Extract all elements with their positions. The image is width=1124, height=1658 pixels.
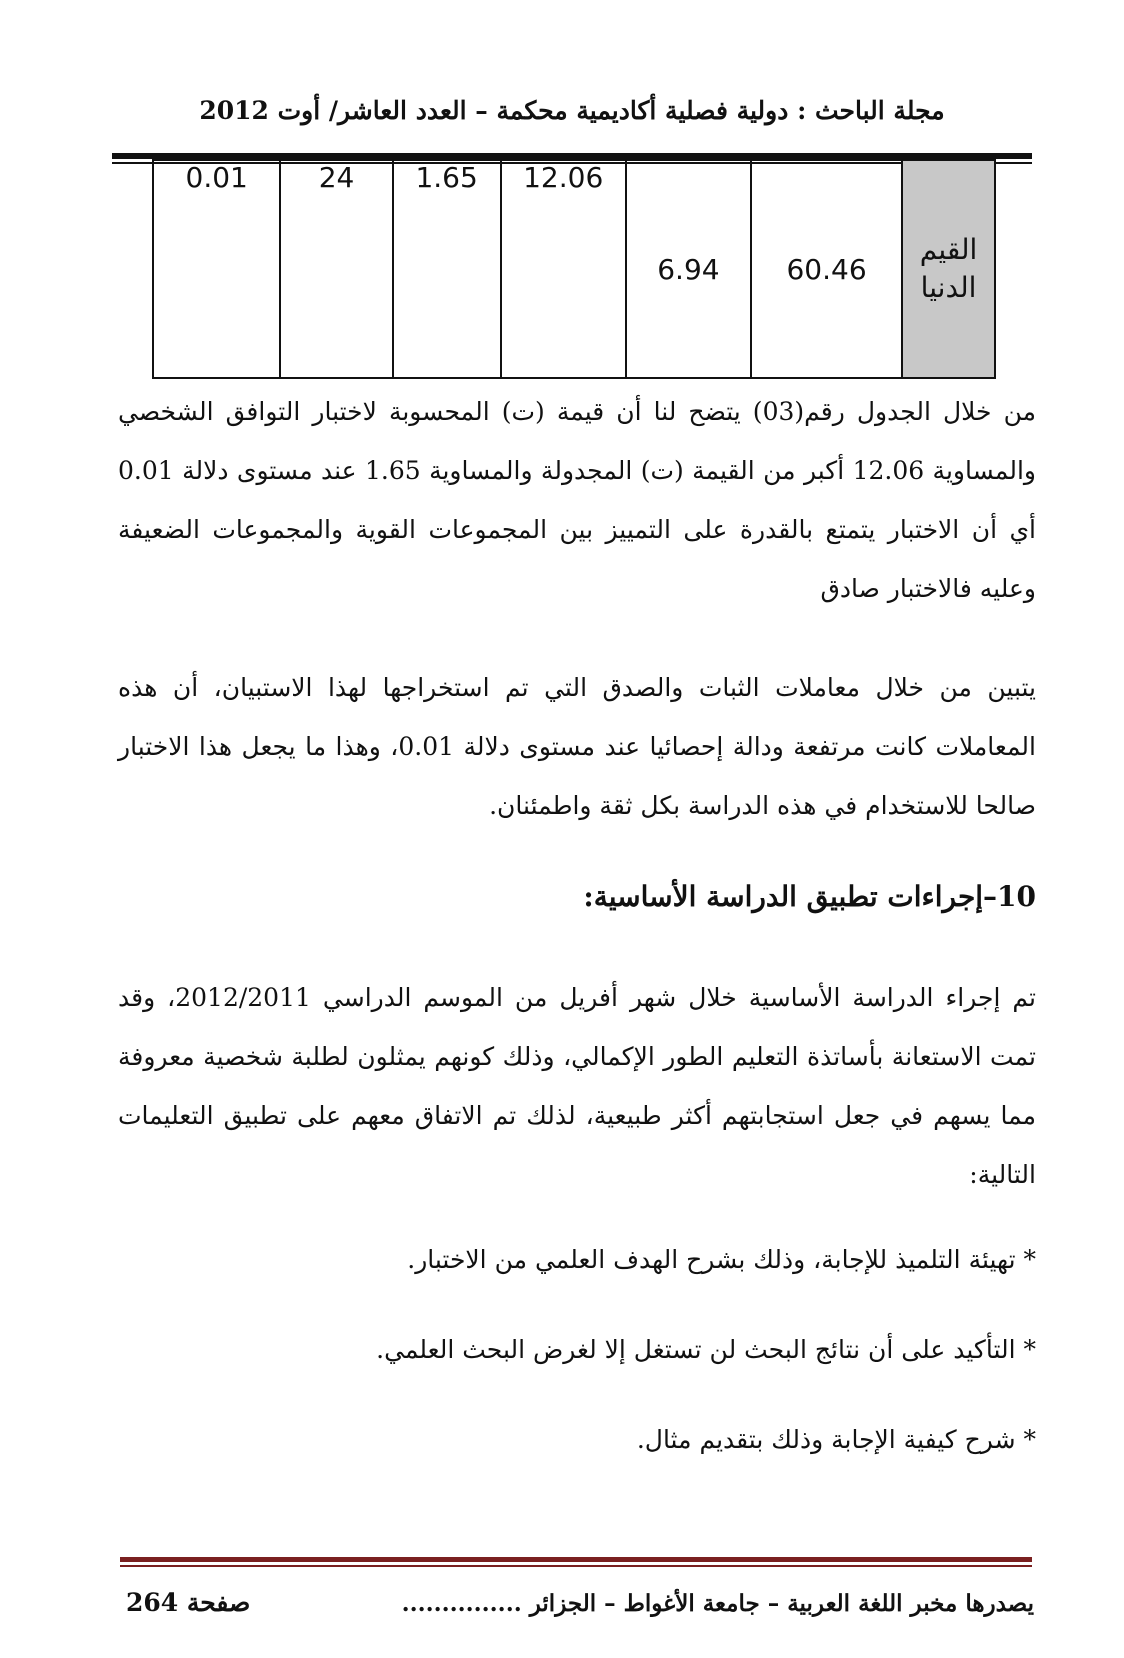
list-item: * تهيئة التلميذ للإجابة، وذلك بشرح الهدف العلمي من الاختبار.: [407, 1245, 1036, 1274]
footer-rule: [120, 1557, 1032, 1562]
paragraph-1: من خلال الجدول رقم(03) يتضح لنا أن قيمة (ت) المحسوبة لاختبار التوافق الشخصي والمساوية 12.06 أكبر من القيمة (ت) المجدولة والمساوية 1.65 عند مستوى دلالة 0.01 أي أن الاختبار يتمتع بالقدرة على التمييز بين المجموعات القوية والمجموعات الضعيفة وعليه فالاختبار صادق: [118, 397, 1036, 603]
table-cell: 60.46: [751, 160, 902, 378]
table-cell: 1.65: [393, 160, 501, 378]
footer-publisher: يصدرها مخبر اللغة العربية – جامعة الأغواط – الجزائر ...............: [401, 1590, 1034, 1617]
footer-rule-thin: [120, 1565, 1032, 1567]
table-cell: 6.94: [626, 160, 751, 378]
table-cell: 0.01: [153, 160, 280, 378]
table-cell: 24: [280, 160, 392, 378]
paragraph-3: تم إجراء الدراسة الأساسية خلال شهر أفريل من الموسم الدراسي 2012/2011، وقد تمت الاستعانة بأساتذة التعليم الطور الإكمالي، وذلك كونهم يمثلون لطلبة شخصية معروفة مما يسهم في جعل استجابتهم أكثر طبيعية، لذلك تم الاتفاق معهم على تطبيق التعليمات التالية:: [118, 983, 1036, 1189]
page-header: مجلة الباحث : دولية فصلية أكاديمية محكمة – العدد العاشر/ أوت 2012: [199, 96, 945, 125]
list-item: * التأكيد على أن نتائج البحث لن تستغل إلا لغرض البحث العلمي.: [376, 1335, 1036, 1364]
paragraph-2: يتبين من خلال معاملات الثبات والصدق التي تم استخراجها لهذا الاستبيان، أن هذه المعاملات كانت مرتفعة ودالة إحصائيا عند مستوى دلالة 0.01، وهذا ما يجعل هذا الاختبار صالحا للاستخدام في هذه الدراسة بكل ثقة واطمئنان.: [118, 673, 1036, 820]
list-item: * شرح كيفية الإجابة وذلك بتقديم مثال.: [636, 1425, 1036, 1454]
table-cell: 12.06: [501, 160, 626, 378]
table-row-label: القيم الدنيا: [902, 160, 995, 378]
page-number: صفحة 264: [126, 1588, 251, 1617]
results-table: [152, 159, 996, 379]
section-heading: 10–إجراءات تطبيق الدراسة الأساسية:: [583, 880, 1036, 913]
